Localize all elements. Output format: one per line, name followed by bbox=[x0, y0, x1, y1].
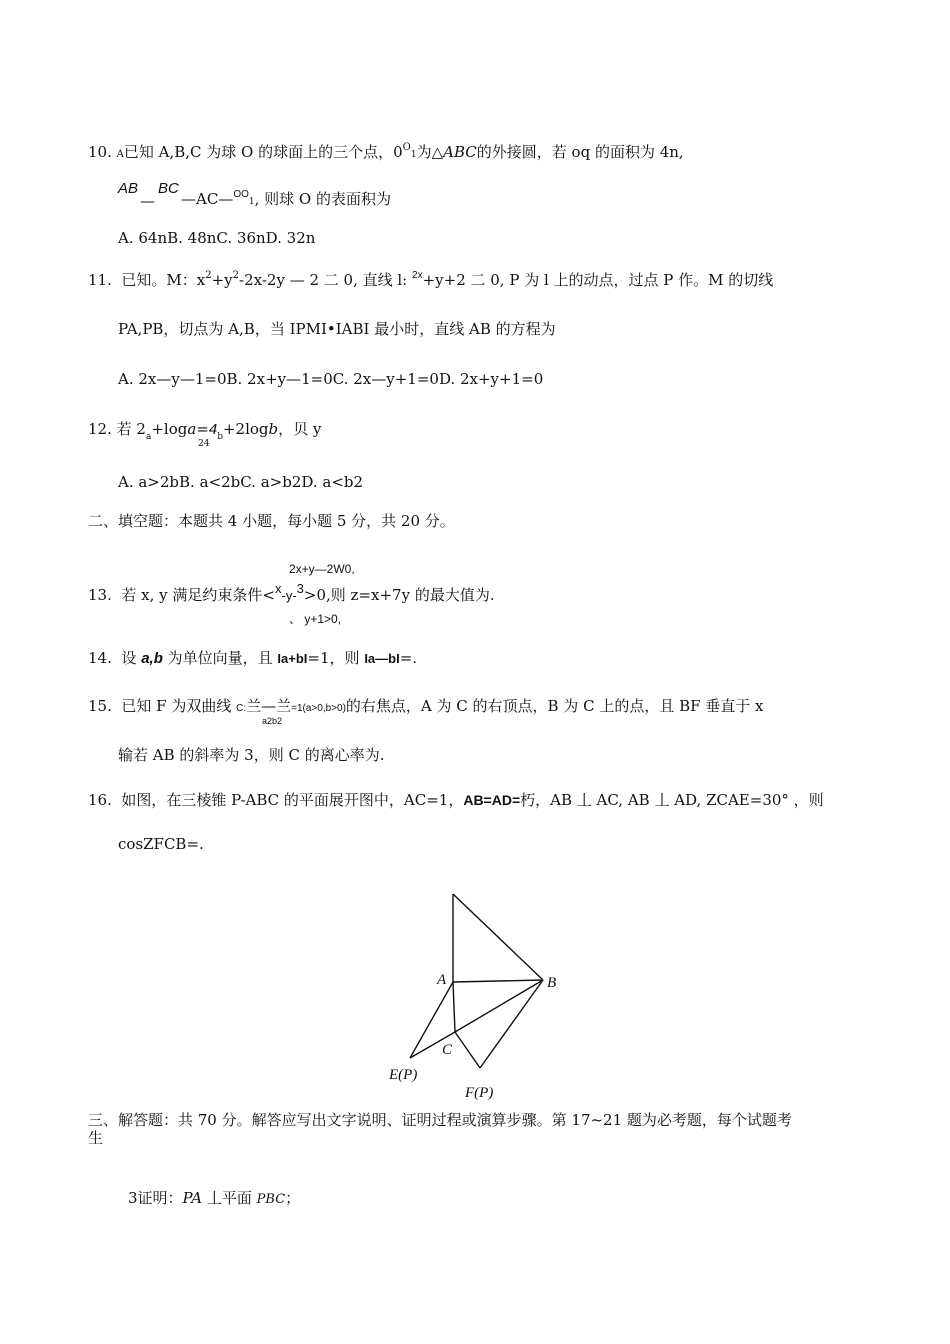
q14-text4: =. bbox=[399, 649, 418, 667]
proof-pa: PA bbox=[182, 1189, 203, 1207]
q15-text1: 已知 F 为双曲线 bbox=[121, 697, 237, 715]
q11-number: 11. bbox=[88, 271, 112, 289]
label-e: E(P) bbox=[389, 1067, 418, 1083]
q12-text5: ，贝 y bbox=[278, 420, 322, 438]
label-a: A bbox=[437, 972, 447, 988]
q11-line2: PA,PB，切点为 A,B，当 IPMI•IABI 最小时，直线 AB 的方程为 bbox=[118, 320, 556, 338]
q11-text4: +y+2 二 0, P 为 l 上的动点，过点 P 作。M 的切线 bbox=[422, 271, 774, 289]
q16-text1: 如图，在三棱锥 P-ABC 的平面展开图中，AC=1， bbox=[121, 791, 464, 809]
q12-four: 4 bbox=[208, 421, 218, 438]
q15-paren: =1(a>0,b>0) bbox=[291, 703, 346, 714]
q10-ac: —AC— bbox=[181, 190, 234, 208]
q10-o-sup: O bbox=[402, 142, 411, 153]
q12-sub-a: a bbox=[145, 432, 152, 442]
proof-pbc: PBC bbox=[256, 1192, 286, 1207]
q14-number: 14. bbox=[88, 649, 112, 667]
q16-line1 bbox=[88, 791, 824, 809]
section-2-heading: 二、填空题：本题共 4 小题，每小题 5 分，共 20 分。 bbox=[88, 512, 455, 530]
q10-line1 bbox=[88, 143, 684, 161]
proof-text3: ； bbox=[285, 1189, 301, 1207]
q11-sup2: 2 bbox=[232, 270, 240, 281]
q15-line1 bbox=[88, 697, 764, 715]
q10-text1: 已知 A,B,C 为球 O 的球面上的三个点，0 bbox=[123, 143, 403, 161]
edge-a-c bbox=[453, 982, 455, 1032]
q10-small-comma: 1 bbox=[410, 150, 417, 160]
edge-top-b bbox=[453, 894, 543, 980]
q12-number: 12. bbox=[88, 420, 112, 438]
q10-ab: AB bbox=[118, 180, 139, 197]
q13-text2: >0,则 z=x+7y 的最大值为. bbox=[303, 586, 495, 604]
q10-dash: — bbox=[140, 192, 155, 210]
q10-choices: A. 64nB. 48nC. 36nD. 32n bbox=[118, 229, 316, 247]
q10-text2: 为 bbox=[416, 143, 432, 161]
q10-text4: , 则球 O 的表面积为 bbox=[254, 190, 391, 208]
label-b: B bbox=[547, 975, 557, 991]
q15-line2: 输若 AB 的斜率为 3，则 C 的离心率为. bbox=[118, 746, 385, 764]
figure-lines bbox=[410, 894, 543, 1068]
q13-text1: 若 x, y 满足约束条件< bbox=[121, 586, 275, 604]
q13-three: 3 bbox=[296, 581, 304, 596]
edge-c-b bbox=[455, 980, 543, 1032]
q13-mid: -y- bbox=[281, 588, 297, 603]
q14-text3: =1，则 bbox=[307, 649, 365, 667]
net-figure bbox=[380, 888, 580, 1103]
q11-text1: 已知。M：x bbox=[121, 271, 206, 289]
q13-top: 2x+y—2W0, bbox=[289, 562, 355, 576]
q16-bold: AB=AD= bbox=[463, 792, 521, 808]
q13-bottom: 、 y+1>0, bbox=[289, 612, 342, 626]
q15-c-small: C: bbox=[236, 703, 247, 714]
proof-text2: 丄平面 bbox=[202, 1189, 257, 1207]
q11-text3: -2x-2y — 2 二 0, 直线 l: bbox=[239, 271, 413, 289]
q14-text1: 设 bbox=[121, 649, 142, 667]
q10-small2: 1 bbox=[248, 197, 255, 207]
q12-sub-b: b bbox=[217, 432, 223, 442]
q16-number: 16. bbox=[88, 791, 112, 809]
label-c: C bbox=[442, 1042, 453, 1058]
q10-number: 10. bbox=[88, 143, 112, 161]
q12-line1 bbox=[88, 420, 322, 442]
q15-text3: 的右焦点，A 为 C 的右顶点，B 为 C 上的点，且 BF 垂直于 x bbox=[345, 697, 764, 715]
q10-a-small: A bbox=[116, 149, 124, 160]
edge-f-b bbox=[480, 980, 543, 1068]
q12-it-a: a bbox=[187, 420, 197, 438]
q15-number: 15. bbox=[88, 697, 112, 715]
q11-text2: +y bbox=[211, 271, 233, 289]
edge-a-b bbox=[453, 980, 543, 982]
proof-text1: 3证明： bbox=[128, 1189, 183, 1207]
q13-line bbox=[88, 581, 495, 604]
q12-it-b: b bbox=[268, 420, 279, 438]
q15-under: a2b2 bbox=[262, 716, 283, 726]
q14-expr1: Ia+bI bbox=[277, 651, 308, 666]
q12-text1: 若 2 bbox=[116, 420, 146, 438]
q16-line2: cosZFCB=. bbox=[118, 835, 204, 853]
q12-text2: +log bbox=[151, 420, 188, 438]
q10-triangle: △ABC bbox=[431, 143, 477, 161]
q12-text3: = bbox=[196, 420, 209, 438]
q14-ab: a,b bbox=[141, 650, 163, 667]
q12-text4: +2log bbox=[222, 420, 269, 438]
q13-number: 13. bbox=[88, 586, 112, 604]
q12-under: 24 bbox=[198, 439, 210, 449]
section-3-line1: 三、解答题：共 70 分。解答应写出文字说明、证明过程或演算步骤。第 17~21 题为必考题，每个试题考 bbox=[88, 1111, 792, 1129]
q10-oo: OO bbox=[233, 189, 249, 200]
edge-c-f bbox=[455, 1032, 480, 1068]
q14-text2: 为单位向量，且 bbox=[162, 649, 278, 667]
q10-tail bbox=[181, 190, 391, 208]
q14-line bbox=[88, 649, 417, 668]
q15-text2: 兰—兰 bbox=[246, 697, 292, 715]
label-f: F(P) bbox=[465, 1085, 494, 1101]
q14-expr2: Ia—bI bbox=[364, 651, 400, 666]
section-3-line2: 生 bbox=[88, 1129, 104, 1147]
q11-choices: A. 2x—y—1=0B. 2x+y—1=0C. 2x—y+1=0D. 2x+y+1=0 bbox=[118, 370, 544, 388]
q10-text3: 的外接圆，若 oq 的面积为 4n, bbox=[476, 143, 684, 161]
q13-x: x bbox=[274, 581, 282, 596]
q16-text2: 朽，AB 丄 AC, AB 丄 AD, ZCAE=30° ，则 bbox=[520, 791, 824, 809]
q12-choices: A. a>2bB. a<2bC. a>b2D. a<b2 bbox=[118, 473, 364, 491]
q10-bc: BC bbox=[158, 180, 179, 197]
q11-line1 bbox=[88, 271, 773, 289]
q11-sup3: 2x bbox=[412, 270, 423, 281]
proof-line bbox=[128, 1189, 300, 1208]
q11-sup1: 2 bbox=[205, 270, 212, 281]
